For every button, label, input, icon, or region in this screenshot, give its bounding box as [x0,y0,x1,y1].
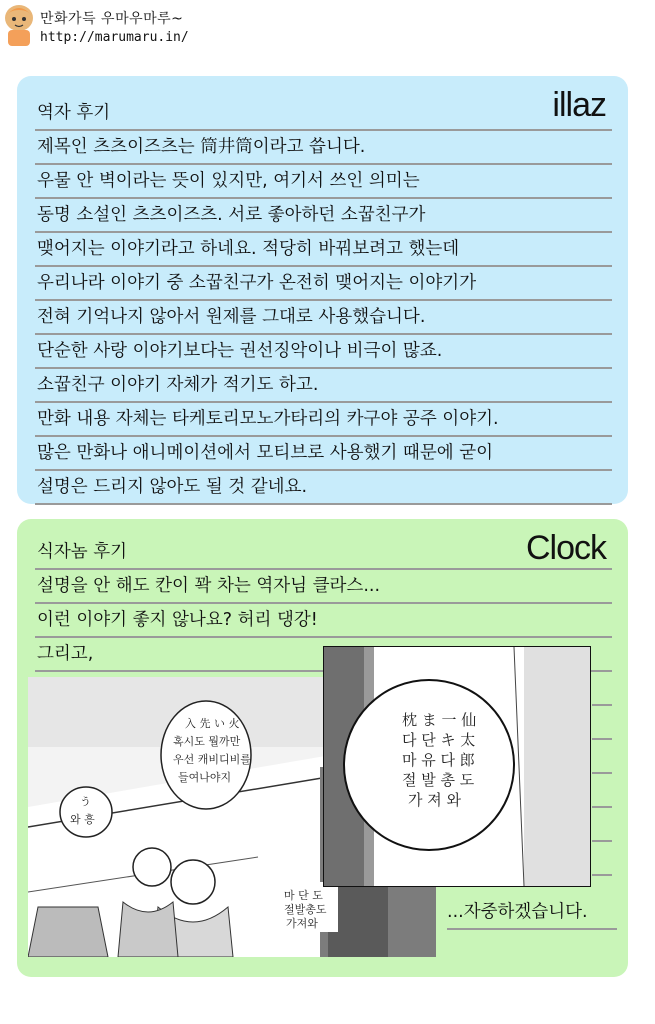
bubble-text: 와 흥 [70,813,95,826]
bubble-text: 마 단 도 [284,889,323,902]
zoom-text: 다 단 キ 太 [402,731,476,749]
note-line: 전혀 기억나지 않아서 원제를 그대로 사용했습니다. [35,302,612,335]
ruled-line [592,673,612,706]
site-url[interactable]: http://marumaru.in/ [40,30,189,45]
ruled-line [592,809,612,842]
note-line: 설명을 안 해도 칸이 꽉 차는 역자님 클라스... [35,571,612,604]
note-line: 우물 안 벽이라는 뜻이 있지만, 여기서 쓰인 의미는 [35,166,612,199]
note-line: 식자놈 후기 [35,537,612,570]
typesetter-signature: Clock [525,529,606,567]
note-line: 제목인 츠츠이즈츠는 筒井筒이라고 씁니다. [35,132,612,165]
note-line: 만화 내용 자체는 타케토리모노가타리의 카구야 공주 이야기. [35,404,612,437]
site-name: 만화가득 우마우마루~ [40,11,184,27]
bubble-text: 절발총도 [284,903,327,916]
note-line: 이런 이야기 좋지 않나요? 허리 댕강! [35,605,612,638]
ruled-line [592,843,612,876]
bubble-text: 혹시도 뭘까만 [173,735,241,748]
bubble-text: う [80,795,91,808]
bubble-text: 우선 캐비디비를 [173,753,251,766]
note-line: 그리고, [35,639,612,672]
bubble-text: 들여나야지 [178,771,232,784]
bubble-text: 入 先 い 火 [185,717,240,730]
ending-line: ...자중하겠습니다. [447,897,617,930]
note-line: 역자 후기 [35,98,612,131]
ruled-line [592,741,612,774]
note-line: 소꿉친구 이야기 자체가 적기도 하고. [35,370,612,403]
note-line: 설명은 드리지 않아도 될 것 같네요. [35,472,612,505]
typesetter-note-card [17,519,628,977]
ruled-line [592,775,612,808]
manga-zoom-image [323,646,591,887]
zoom-text: 枕 ま 一 仙 [402,711,477,729]
bubble-text: 가져와 [286,917,318,930]
note-line: 많은 만화나 애니메이션에서 모티브로 사용했기 때문에 굳이 [35,438,612,471]
note-line: 동명 소설인 츠츠이즈츠. 서로 좋아하던 소꿉친구가 [35,200,612,233]
translator-signature: illaz [552,86,606,124]
note-line: 맺어지는 이야기라고 하네요. 적당히 바꿔보려고 했는데 [35,234,612,267]
note-line: 우리나라 이야기 중 소꿉친구가 온전히 맺어지는 이야기가 [35,268,612,301]
zoom-text: 절 발 총 도 [402,771,475,789]
translator-note-card [17,76,628,504]
site-logo[interactable] [2,2,36,48]
ruled-line [592,707,612,740]
zoom-text: 마 유 다 郎 [402,751,475,769]
zoom-text: 가 져 와 [408,791,462,809]
note-line: 단순한 사랑 이야기보다는 권선징악이나 비극이 많죠. [35,336,612,369]
